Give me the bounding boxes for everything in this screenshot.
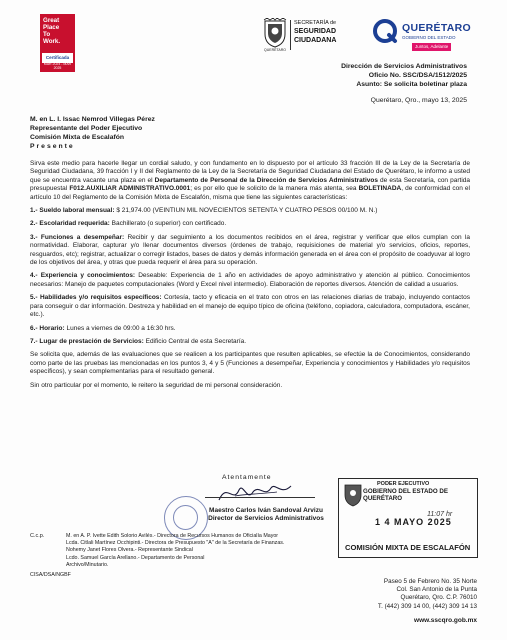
address-line: Paseo 5 de Febrero No. 35 Norte [383, 578, 477, 585]
ccp-item: Lcda. Citlali Martínez Occhipinti.- Directora de Presupuesto "A" de la Secretaría de Finanzas. [66, 540, 285, 547]
stamp-date: 1 4 MAYO 2025 [375, 517, 452, 527]
signer-name: Maestro Carlos Iván Sandoval Arvizu [209, 507, 323, 514]
great-place-to-work-badge [40, 14, 75, 72]
item-label: 3.- Funciones a desempeñar: [30, 233, 125, 241]
gptw-line3: To [43, 31, 51, 38]
intro-text-1: Sirva este medio para hacerle llegar un cordial saludo, y con fundamento en lo dispuesto por el artículo 33 fracción III de la Ley de la Secretaría de Seguridad Ciudadana, 39 fracción I y II del Reglamento de la Ley de la Secretaría de Seguridad Ciudadana del Estado de Querétaro, le informo a usted que se encuentra vacante una plaza en el [30, 160, 470, 184]
address-block [378, 578, 477, 611]
item-2 [30, 220, 470, 228]
item-3 [30, 234, 470, 268]
item-label: 1.- Sueldo laboral mensual: [30, 207, 115, 215]
gptw-line1: Great [43, 17, 60, 24]
ccp-list [66, 533, 284, 569]
ssc-line1: SECRETARÍA de [294, 20, 337, 26]
initials: CISA/DSA/NGBF [30, 572, 71, 578]
item-label: 2.- Escolaridad requerida: [30, 220, 110, 228]
item-text: $ 21,974.00 (VEINTIUN MIL NOVECIENTOS SETENTA Y CUATRO PESOS 00/100 M. N.) [114, 207, 378, 215]
address-line: Col. San Antonio de la Punta [396, 586, 477, 594]
recipient-name: M. en L. I. Issac Nemrod Villegas Pérez [30, 116, 155, 123]
intro-bold-2: F012.AUXILIAR ADMINISTRATIVO.0001 [69, 185, 191, 193]
item-label: 4.- Experiencia y conocimientos: [30, 272, 136, 280]
reference-subject: Asunto: Se solicita boletinar plaza [356, 81, 467, 88]
reference-block [341, 62, 467, 89]
intro-bold-1: Departamento de Personal de la Dirección de Servicios Administrativos [154, 176, 378, 184]
closing-regards: Sin otro particular por el momento, le reitero la seguridad de mi personal consideración. [30, 381, 283, 389]
queretaro-subtitle: GOBIERNO DEL ESTADO [402, 35, 456, 40]
item-7 [30, 338, 470, 346]
atentamente-label: Atentamente [222, 474, 272, 481]
gptw-certified: Certificada [42, 53, 73, 63]
recipient-role: Representante del Poder Ejecutivo [30, 125, 143, 132]
gptw-line2: Place [43, 24, 60, 31]
document-date: Querétaro, Qro., mayo 13, 2025 [370, 97, 467, 104]
queretaro-name: QUERÉTARO [402, 22, 472, 34]
intro-text-3: ; es por ello que le solicito de la manera más atenta, sea [190, 185, 359, 193]
website-link[interactable]: www.sscqro.gob.mx [414, 617, 477, 624]
ccp-item: Lcdo. Samuel García Arellano.- Departamento de Personal [66, 554, 205, 561]
reference-department: Dirección de Servicios Administrativos [341, 63, 467, 70]
letter-body [30, 160, 470, 395]
item-text: Deseable: Experiencia de 1 año en actividades de apoyo administrativo y atención al público. Conocimientos necesarios: Manejo de paquetes computacionales (Word y Excel nivel intermedio). Elaboración de reportes diversos. Atención de calidad a usuarios. [30, 272, 470, 288]
closing-paragraph: Se solicita que, además de las evaluaciones que se realicen a los participantes que resulten aplicables, se efectúe la de Conocimientos, considerando como parte de las pruebas las mencionadas en los puntos 3, 4 y 5 (Funciones a desempeñar, Experiencia y conocimientos y Habilidades y/o requisitos específicos), y sean complementarias para el resultado general. [30, 351, 470, 376]
signer-block [207, 507, 325, 523]
reference-number: Oficio No. SSC/DSA/1512/2025 [368, 72, 467, 79]
recipient-body: Comisión Mixta de Escalafón [30, 134, 125, 141]
item-1 [30, 207, 470, 215]
intro-bold-3: BOLETINADA [358, 185, 402, 193]
stamp-time: 11:07 hr [427, 511, 453, 518]
address-line: Querétaro, Qro. C.P. 76010 [400, 594, 477, 602]
stamp-shield-icon [343, 483, 363, 507]
queretaro-logo [372, 16, 472, 56]
ccp-item: M. en A. P. Ivette Edith Solorio Avilés.- Directora de Recursos Humanos de Oficialía Mayor [66, 533, 279, 539]
item-5 [30, 294, 470, 319]
intro-text-2: de esta Secretaría, con partida presupuestal [30, 176, 470, 193]
logo-divider [290, 20, 291, 50]
ccp-item: Nohemy Janet Flores Olvera.- Representante Sindical [66, 547, 193, 554]
queretaro-tagline: Juntos, Adelante [412, 43, 451, 51]
item-label: 7.- Lugar de prestación de Servicios: [30, 337, 144, 345]
intro-paragraph [30, 160, 470, 202]
stamp-commission: COMISIÓN MIXTA DE ESCALAFÓN [345, 543, 471, 552]
item-label: 6.- Horario: [30, 324, 65, 332]
item-text: Bachillerato (o superior) con certificado. [109, 220, 227, 228]
item-text: Edificio Central de esta Secretaría. [143, 337, 247, 345]
gptw-line4: Work. [43, 38, 61, 45]
received-stamp [338, 478, 478, 558]
shield-label: QUERÉTARO [264, 48, 286, 52]
ccp-item: Archivo/Minutario. [66, 561, 109, 568]
signature-line [205, 497, 315, 498]
item-text: Lunes a viernes de 09:00 a 16:30 hrs. [64, 324, 176, 332]
item-label: 5.- Habilidades y/o requisitos específicos: [30, 294, 162, 302]
ssc-name [294, 20, 336, 45]
item-4 [30, 272, 470, 289]
ccp-label: C.c.p. [30, 533, 45, 539]
item-text: Recibir y dar seguimiento a los documentos recibidos en el área, registrar y verificar que ellos cumplan con la normatividad. Elaborar, capturar y/o llenar documentos diversos (órdenes de trabajo, requisiciones de material y/o servicios, oficios, reportes, resguardos, etc); registrar, actualizar o corregir listados, bases de datos y demás información generada en el área con el propósito de coadyuvar al logro de los objetivos del área, y otras que pueda requerir el área para su operación. [30, 233, 470, 267]
intro-text-4: , de conformidad con el artículo 10 del Reglamento de la Comisión Mixta de Escalafón, misma que tiene las siguientes características: [30, 185, 470, 201]
ssc-line2: SEGURIDAD [294, 28, 337, 35]
recipient-greeting: Presente [30, 143, 75, 150]
gptw-date: MAR 2024 - MAR 2025 [43, 62, 72, 70]
item-6 [30, 325, 470, 333]
signer-title: Director de Servicios Administrativos [208, 515, 324, 522]
ssc-line3: CIUDADANA [294, 37, 337, 44]
ssc-logo [262, 18, 362, 56]
item-text: Cortesía, tacto y eficacia en el trato con otros en las relaciones diarias de trabajo, incluyendo contactos para conseguir o dar información. Destreza y habilidad en el manejo de equipo típico de oficina (teléfono, copiadora, calculadora, computadora, escáner, etc.). [30, 294, 470, 319]
stamp-line2: GOBIERNO DEL ESTADO DE QUERÉTARO [363, 488, 449, 502]
address-phone: T. (442) 309 14 00, (442) 309 14 13 [377, 602, 477, 610]
handwritten-signature [215, 478, 295, 508]
queretaro-q-icon [372, 18, 398, 44]
state-shield-icon [262, 18, 288, 52]
stamp-line1: PODER EJECUTIVO [377, 481, 430, 487]
recipient-block [30, 115, 155, 151]
